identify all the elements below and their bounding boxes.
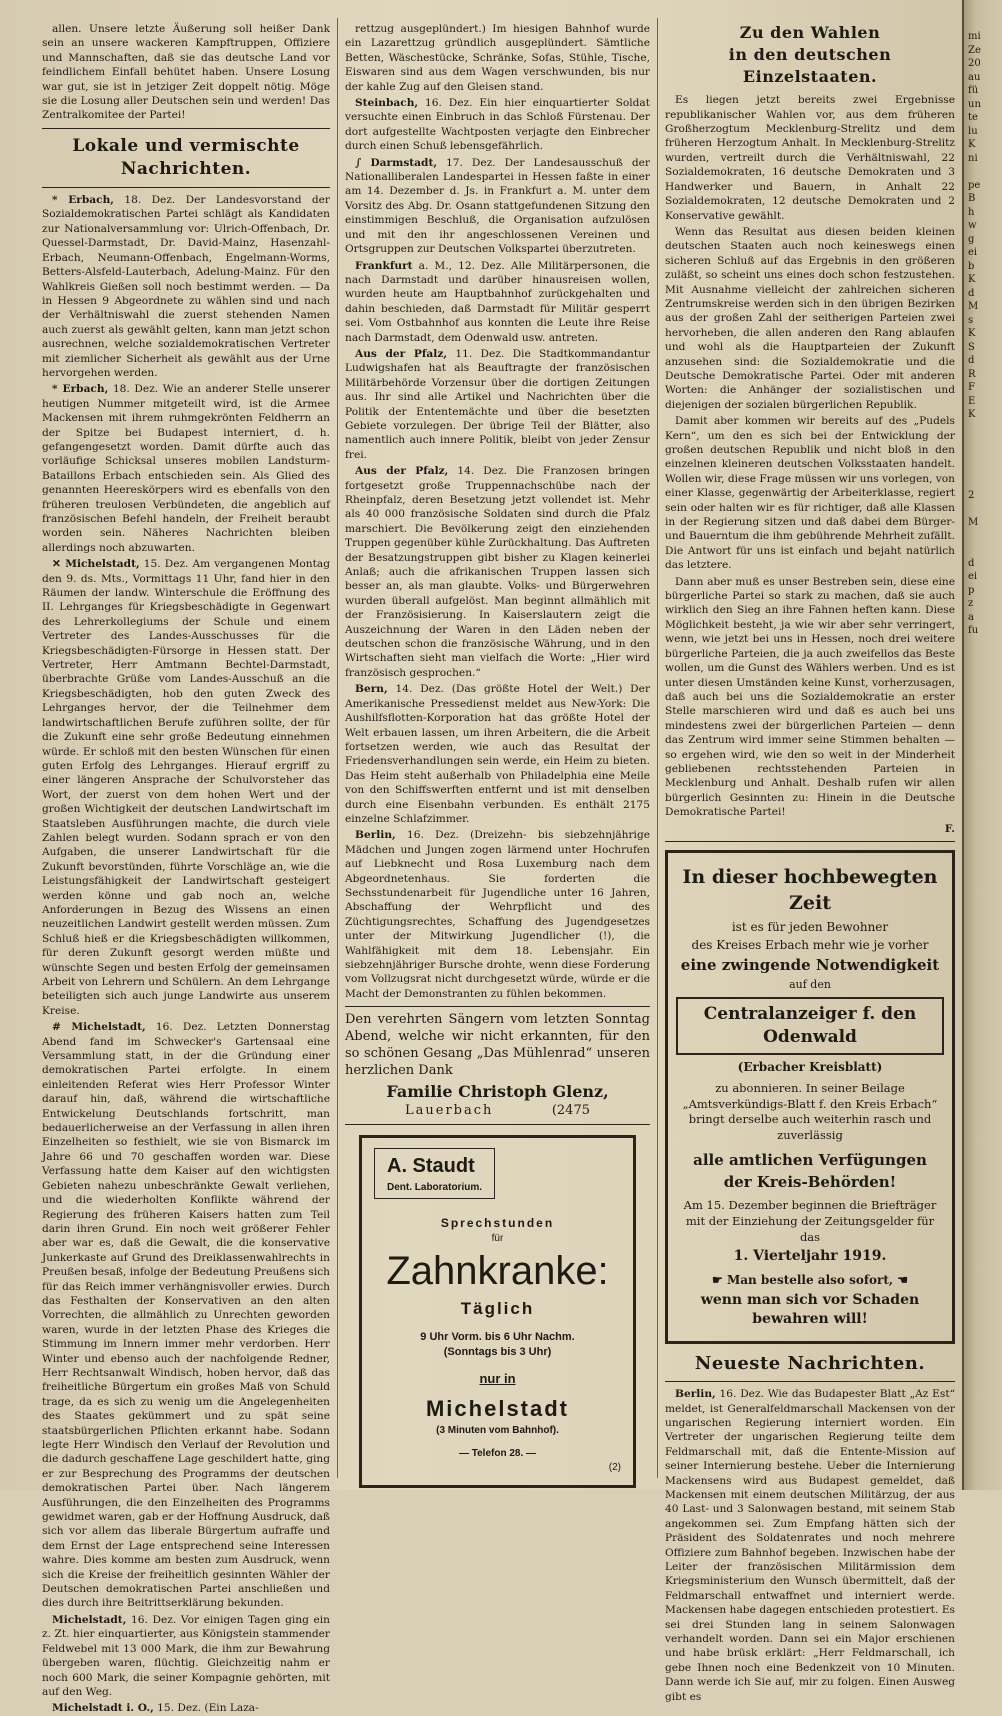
dateline: * Erbach, xyxy=(52,383,109,396)
ad-text: wenn man sich vor Schaden bewahren will! xyxy=(700,1291,920,1327)
edge-fragment: R xyxy=(968,368,976,380)
ad-text: alle amtlichen Verfügungen xyxy=(693,1150,927,1169)
dentist-name: A. Staudt xyxy=(387,1155,475,1178)
article-text: 16. Dez. Ein hier einquartierter Soldat versuchte einen Einbruch in das Schloß Fürstenau. Der dort aufgestellte Wachtposten verjagte den Einbrecher durch einen Schuß lebensgefährlich. xyxy=(345,97,650,153)
edge-fragment xyxy=(964,543,1002,557)
ad-text: (3 Minuten vom Bahnhof). xyxy=(436,1424,559,1436)
article-text: 14. Dez. Die Franzosen bringen fortgesetzt große Truppennachschübe nach der Rheinpfalz, deren Besetzung jetzt vollendet ist. Mehr als 40 000 französische Soldaten sind durch die Pfalz marschiert. Die Bevölkerung zeigt den einziehenden Truppen gegenüber kühle Zurückhaltung. Das Auftreten der Besatzungstruppen gibt bisher zu Klagen keinerlei Anlaß; auch die afrikanischen Truppen lassen sich besser an, als man glaubte. Volks- und Bürgerwehren wurden überall aufgelöst. Man beginnt allmählich mit der Französisierung. In Kaiserslautern zeigt die Auszeichnung der Waren in den Läden neben der deutschen schon die französische Währung, und in den Wirtschaften sieht man vielfach die Worte: „Hier wird französisch gesprochen.“ xyxy=(345,465,651,679)
article-text: rettzug ausgeplündert.) Im hiesigen Bahnhof wurde ein Lazarettzug gründlich ausgeplündert. Sämtliche Betten, Wäschestücke, Schränke, Sofas, Stühle, Tische, Eiswaren sind aus dem Wagen verschwunden, bis nur der kahle Zug auf den Gleisen stand. xyxy=(345,23,650,93)
ad-text: für xyxy=(491,1232,504,1244)
dateline: Steinbach, xyxy=(355,97,419,110)
edge-fragment xyxy=(964,422,1002,436)
edge-fragment: K xyxy=(968,409,976,420)
dateline: * Erbach, xyxy=(52,194,114,207)
edge-fragment xyxy=(964,462,1002,476)
ad-sunday-hours: (Sonntags bis 3 Uhr) xyxy=(443,1346,552,1359)
ad-text: Am 15. Dezember beginnen die Briefträger mit der Einziehung der Zeitungsgelder für das xyxy=(683,1198,937,1244)
dateline: # Michelstadt, xyxy=(52,1021,146,1034)
dateline: Michelstadt, xyxy=(52,1613,127,1626)
divider xyxy=(42,128,330,129)
edge-fragment: w xyxy=(968,220,977,231)
ad-code: (2) xyxy=(608,1461,621,1473)
edge-fragment: fü xyxy=(968,85,979,96)
edge-fragment: B xyxy=(968,193,976,204)
edge-fragment: M xyxy=(968,517,979,528)
dateline: Aus der Pfalz, xyxy=(355,465,449,478)
article xyxy=(345,682,650,826)
divider xyxy=(42,187,330,188)
dentist-subtitle: Dent. Laboratorium. xyxy=(387,1181,483,1193)
edge-fragment: E xyxy=(968,395,976,407)
column-1 xyxy=(42,22,331,1715)
thank-you-notice xyxy=(345,1012,650,1119)
ad-headline: In dieser hochbewegten Zeit xyxy=(682,865,938,914)
edge-fragment: d xyxy=(968,355,975,366)
divider xyxy=(345,1124,650,1125)
article-text: 16. Dez. Wie das Budapester Blatt „Az Est“ meldet, ist Generalfeldmarschall Mackensen von der ungarischen Regierung interniert worden. Ein Vertreter der ungarischen Regierung teilte dem Feldmarschall mit, daß die Entente-Mission auf seiner Internierung bestehe. Ueber die Internierung Mackensens wird aus Budapest gemeldet, daß Mackensen mit einem deutschen Militärzug, der aus 40 Last- und 3 Salonwagen bestand, mit seinem Stab angekommen sei. Zum Empfang hätten sich der Präsident des Soldatenrates und noch mehrere Offiziere zum Bahnhof begeben. Inzwischen habe der Leiter der französischen Militärmission dem Kriegsministerium den Wunsch übermittelt, daß der Feldmarschall entwaffnet und interniert werde. Mackensen habe dagegen entschieden protestiert. Es sei drei Stunden lang in seinem Salonwagen verhandelt worden. Dann sei ein Major erschienen und habe brüsk erklärt: „Herr Feldmarschall, ich gebe Ihnen noch eine Bedenkzeit von 10 Minuten. Dann werde ich Sie auf, mir zu folgen. Einen Ausweg gibt es xyxy=(665,1388,955,1703)
article xyxy=(42,1701,330,1715)
ad-text: eine zwingende Notwendigkeit xyxy=(680,956,940,975)
section-heading-local-news: Lokale und vermischte Nachrichten. xyxy=(72,135,300,179)
article xyxy=(665,1387,955,1704)
edge-fragment: un xyxy=(968,98,981,110)
edge-fragment: p xyxy=(968,584,975,596)
edge-fragment: b xyxy=(968,260,975,272)
edge-fragment: ei xyxy=(968,571,978,582)
article-text: 18. Dez. Der Landesvorstand der Sozialdemokratischen Partei schlägt als Kandidaten zur Nationalversammlung vor: Ulrich-Offenbach, Dr. Quessel-Darmstadt, Dr. David-Mainz, Hasenzahl-Erbach, Neumann-Offenbach, Engelmann-Worms, Betters-Alsfeld-Lauterbach, Adelung-Mainz. Für den Wahlkreis Gießen soll noch bestimmt werden. — Da in Hessen 9 Abgeordnete zu wählen sind und nach der Verhältniswahl die zuerst stehenden Namen auch zuerst als gewählt gelten, kann man jetzt schon ausrechnen, welche sozialdemokratischen Vertreter mit ziemlicher Sicherheit als gewählt aus der Urne hervorgehen werden. xyxy=(42,194,330,379)
dateline: Frankfurt xyxy=(355,259,413,272)
article-text: 16. Dez. (Dreizehn- bis siebzehnjährige Mädchen und Jungen zogen lärmend unter Hochrufen auf Liebknecht und Rosa Luxemburg nach dem Abgeordnetenhaus. Sie forderten die Sechsstundenarbeit für Jugendliche unter 16 Jahren, Abschaffung der Wehrpflicht und des Züchtigungsrechtes, Schaffung des Jugendgesetzes unter der Mitwirkung Jugendlicher (!), die Wahlfähigkeit mit dem 18. Lebensjahr. Ein siebzehnjähriger Bursche drohte, wenn diese Forderung vom Vollzugsrat nicht durchgesetzt würde, würde er die Macht der Demonstranten zu fühlen bekommen. xyxy=(345,829,650,1000)
section-heading-latest-news: Neueste Nachrichten. xyxy=(694,1352,926,1374)
heading-line: in den deutschen Einzelstaaten. xyxy=(728,44,892,86)
edge-fragment xyxy=(964,476,1002,490)
article-signature: F. xyxy=(944,822,955,835)
section-heading-elections xyxy=(665,22,955,87)
thank-you-family: Familie Christoph Glenz, xyxy=(386,1081,609,1101)
dateline: ∫ Darmstadt, xyxy=(355,156,438,169)
ad-text: auf den xyxy=(789,977,831,991)
article-paragraph: Es liegen jetzt bereits zwei Ergebnisse republikanischer Wahlen vor, aus dem früheren Großherzogtum Mecklenburg-Strelitz und dem früheren Herzogtum Anhalt. In Mecklenburg-Strelitz wurden, vertreilt durch die Verhältniswahl, 22 Sozialdemokraten, 16 deutsche Demokraten und 3 Handwerker und Bauern, in Anhalt 22 Sozialdemokraten, 12 deutsche Demokraten und 2 Konservative gewählt. xyxy=(665,94,955,222)
article xyxy=(345,96,650,154)
ad-text: (Erbacher Kreisblatt) xyxy=(737,1059,883,1074)
edge-fragment: F xyxy=(968,382,975,393)
article-text: 16. Dez. Vor einigen Tagen ging ein z. Zt. hier einquartierter, aus Königstein stammender Feldwebel mit 13 000 Mark, die ihm zur Bewahrung übergeben waren, flüchtig. Gleichzeitig nahm er noch 600 Mark, die seiner Kompagnie gehörten, mit auf den Weg. xyxy=(42,1613,331,1698)
ad-city: Michelstadt xyxy=(425,1395,570,1421)
ad-text: des Kreises Erbach mehr wie je vorher xyxy=(691,937,929,952)
edge-fragment: h xyxy=(968,206,975,218)
article xyxy=(345,156,650,257)
edge-fragment: S xyxy=(968,341,975,353)
edge-fragment xyxy=(964,503,1002,517)
dateline: Aus der Pfalz, xyxy=(355,347,448,360)
ad-text: 1. Vierteljahr 1919. xyxy=(733,1248,887,1265)
column-rule xyxy=(337,18,338,1478)
edge-fragment: ei xyxy=(968,247,978,258)
ad-text: Täglich xyxy=(460,1299,535,1319)
ad-text: ☛ Man bestelle also sofort, ☚ xyxy=(712,1273,908,1288)
edge-fragment: K xyxy=(968,274,976,285)
ad-text: der Kreis-Behörden! xyxy=(723,1173,897,1192)
edge-fragment: M xyxy=(968,301,979,312)
article-text: 18. Dez. Wie an anderer Stelle unserer heutigen Nummer mitgeteilt wird, ist die Armee Mackensen mit ihrem ruhmgekrönten Feldherrn an der Spitze bei Budapest interniert, d. h. gefangengesetzt worden. Damit dürfte auch das vorläufige Schicksal unseres mobilen Landsturm-Bataillons Erbach entschieden sein. Als Glied des genannten Heereskörpers wird es ebenfalls von den früheren treulosen Verbündeten, die angeblich auf französischen Befehl handeln, der Freiheit beraubt worden sein. Näheres Nachrichten bleiben allerdings noch abzuwarten. xyxy=(42,383,331,554)
column-rule xyxy=(657,18,658,1478)
intro-paragraph: allen. Unsere letzte Äußerung soll heißer Dank sein an unsere wackeren Kampftruppen, Offiziere und Mannschaften, daß sie das deutsche Land vor feindlichem Einfall behütet haben. Unsere Losung war gut, sie ist in jetziger Zeit doppelt nötig. Möge sie die Losung aller Deutschen sein und werden! Das Zentralkomitee der Partei! xyxy=(42,23,330,122)
divider xyxy=(345,1006,650,1007)
edge-fragment: K xyxy=(968,139,976,150)
article-paragraph: Damit aber kommen wir bereits auf des „Pudels Kern“, um den es sich bei der Entwicklung der großen deutschen Republik und nicht bloß in den einzelnen kleineren deutschen Volksstaaten handelt. Wollen wir, diese Frage müssen wir uns vorlegen, von einer Klasse, gegenwärtig der Arbeiterklasse, regiert sein oder halten wir es für richtiger, daß alle Klassen in der Regierung sitzen und daß dabei dem Bürger- und Bauerntum die ihm gebührende Mehrheit zufällt. Die Antwort für uns ist einfach und bejaht natürlich das letztere. xyxy=(665,415,955,572)
edge-fragment xyxy=(964,165,1002,179)
dateline: Bern, xyxy=(355,683,388,696)
divider xyxy=(665,841,955,842)
subscription-ad xyxy=(665,850,955,1344)
thank-you-text: Den verehrten Sängern vom letzten Sonntag Abend, welche wir nicht erkannten, für den so schönen Gesang „Das Mühlenrad“ unseren herzlichen Dank xyxy=(345,1012,650,1078)
edge-fragment: g xyxy=(968,233,975,245)
edge-fragment xyxy=(964,435,1002,449)
dateline: Michelstadt i. O., xyxy=(52,1702,154,1715)
ad-text: Sprechstunden xyxy=(440,1216,555,1231)
article xyxy=(345,347,650,462)
dentist-ad xyxy=(359,1135,636,1487)
divider xyxy=(665,1381,955,1382)
dateline: ✕ Michelstadt, xyxy=(52,558,140,571)
edge-fragment: lu xyxy=(968,125,978,137)
ad-text: zu abonnieren. In seiner Beilage „Amtsverkündigs-Blatt f. den Kreis Erbach“ bringt derselbe auch weiterhin rasch und zuverlässig xyxy=(682,1081,938,1142)
article xyxy=(345,259,650,345)
article-text: 15. Dez. Am vergangenen Montag den 9. ds. Mts., Vormittags 11 Uhr, fand hier in den Räumen der landw. Winterschule die Eröffnung des II. Lehrganges für Kriegsbeschädigte in Gegenwart des Lehrerkollegiums der Schule und einem Vertreter des Landes-Ausschusses für die Kriegsbeschädigten-Fürsorge in Hessen statt. Der Vertreter, Herr Amtmann Bechtel-Darmstadt, überbrachte Grüße vom Landes-Ausschuß an die Kriegsbeschädigten, hob den guten Zweck des Lehrganges hervor, der die Teilnehmer dem landwirtschaftlichen Berufe zuführen sollte, der für die Zukunft eine sehr große Bedeutung einnehmen würde. Er schloß mit den besten Wünschen für einen guten Erfolg des Lehrganges. Hierauf ergriff zu einer längeren Ansprache der Schulvorsteher das Wort, der zuerst von dem hohen Wert und der großen Wichtigkeit der deutschen Landwirtschaft im Staatsleben Ausführungen machte, die durch viele Zahlen belegt wurden. Sodann sprach er von den Aufgaben, die unserer Landwirtschaft für die Zukunft bevorstünden, führte Vorschläge an, wie die Leistungsfähigkeit der Landwirtschaft gesteigert werden könne und gab noch an, welche Anforderungen in Bezug des Wissens an einen neuzeitlichen Landwirt gestellt werden müssen. Zum Schluß hieß er die Kriegsbeschädigten willkommen, für deren Zukunft gesorgt werden müßte und wünschte Segen und besten Erfolg der gemeinsamen Arbeit von Lehrern und Schülern. An dem Lehrgange beteiligten sich auch junge Landwirte aus unserem Kreise. xyxy=(42,558,330,1017)
edge-fragment: d xyxy=(968,287,975,299)
edge-fragment: fu xyxy=(968,625,979,636)
edge-fragment: s xyxy=(968,314,974,326)
column-3 xyxy=(665,22,955,1703)
edge-fragment: pe xyxy=(968,179,981,191)
article-text: 15. Dez. (Ein Laza- xyxy=(157,1702,259,1715)
ad-code: (2475 xyxy=(551,1102,590,1118)
ad-text: nur in xyxy=(479,1371,516,1387)
article xyxy=(42,557,330,1018)
ad-headline: Zahnkranke: xyxy=(386,1249,609,1294)
edge-fragment: z xyxy=(968,598,974,609)
edge-fragment xyxy=(964,530,1002,544)
article-text: 14. Dez. (Das größte Hotel der Welt.) Der Amerikanische Pressedienst meldet aus New-York: Die Aushilfsflotten-Korporation hat das größte Hotel der Welt erbauen lassen, um ihren Arbeitern, die die Arbeit fortsetzen werden, wie auch das Resultat der Friedensverhandlungen sein werde, ein Heim zu bieten. Das Heim steht außerhalb von Philadelphia eine Meile von den Schiffswerften entfernt und ist mit denselben durch eine Eisenbahn verbunden. Es enthält 2175 einzelne Schlafzimmer. xyxy=(345,683,651,825)
article xyxy=(42,382,330,555)
column-2 xyxy=(345,22,650,1472)
edge-fragment: 2 xyxy=(968,490,975,501)
thank-you-place: Lauerbach xyxy=(405,1102,494,1118)
article xyxy=(42,193,330,380)
edge-fragment: ni xyxy=(968,152,978,164)
edge-fragment: a xyxy=(968,611,974,623)
article xyxy=(345,22,650,94)
article-text: 17. Dez. Der Landesausschuß der Nationalliberalen Landespartei in Hessen faßte in einer am 14. Dezember d. Js. in Frankfurt a. M. unter dem Vorsitz des Abg. Dr. Osann stattgefundenen Sitzung den einstimmigen Beschluß, die Organisation aufzulösen und mit den ihr angeschlossenen Vereinen und Ortsgruppen zur Deutschen Volkspartei überzutreten. xyxy=(345,156,650,256)
edge-fragment: Ze xyxy=(968,44,981,56)
heading-line: Zu den Wahlen xyxy=(739,23,881,42)
edge-fragment: au xyxy=(968,71,981,83)
ad-text: ist es für jeden Bewohner xyxy=(731,919,889,934)
dateline: Berlin, xyxy=(355,829,396,842)
article xyxy=(345,828,650,1001)
article xyxy=(42,1613,330,1699)
article xyxy=(345,464,650,680)
edge-fragment: mi xyxy=(968,31,981,42)
article-text: 16. Dez. Letzten Donnerstag Abend fand im Schwecker's Gartensaal eine Versammlung statt, in der die Gründung einer demokratischen Partei erfolgte. In einem einleitenden Referat wies Herr Professor Winter darauf hin, daß, während die wirtschaftliche Entwickelung Deutschlands fortschritt, man bedauerlicherweise an der Verfassung in allen ihren Einzelheiten so festhielt, wie sie von Bismarck im Jahre 66 und 70 geschaffen worden war. Diese Verfassung hatte dem Kaiser auf den wichtigsten Gebieten nahezu unbeschränkte Gewalt verliehen, und die wiederholten Konflikte während der Regierung des früheren Kaisers hatten zum Teil darin ihren Grund. Ein noch weit größerer Fehler aber war es, daß die Gewalt, die die konservative Junkerkaste auf Grund des Dreiklassenwahlrechts in Preußen besaß, infolge der Bedeutung Preußens sich für das Reich immer verhängnisvoller erwies. Durch das Festhalten der Konservativen an den alten Vorrechten, die allmählich zu Unrechten geworden waren, wurde in der letzten Phase des Krieges die Stimmung im Innern immer mehr verdorben. Herr Winter und ebenso auch der nachfolgende Redner, Herr Rechtsanwalt Windisch, hoben hervor, daß das freiheitliche Bürgertum ein großes Maß von Schuld trage, da es sich zu wenig um die Angelegenheiten des Staates gekümmert und zu spät seine staatsbürgerlichen Pflichten erkannt habe. Sodann legte Herr Windisch den Verlauf der Revolution und die dadurch geschaffene Lage geschildert hatte, ging er zur Besprechung des Programms der deutschen demokratischen Partei über. Nach längerem Ausführungen, die den Einzelheiten des Programms gewidmet waren, gab er der Hoffnung Ausdruck, daß sich vor allem das liberale Bürgertum aufraffe und dem Ernst der Lage entsprechend seine Interessen wahre. Dies komme am besten zum Ausdruck, wenn sich die Kreise der freiheitlich gesinnten Wähler der Deutschen demokratischen Partei anschließen und dies durch ihre Beitrittserklärung bekunden. xyxy=(42,1021,330,1610)
article-paragraph: Dann aber muß es unser Bestreben sein, diese eine bürgerliche Partei so stark zu machen, daß sie auch wirklich den Sieg an ihre Fahnen heften kann. Diese Möglichkeit besteht, ja wie wir aber sehr verringert, wenn, wie jetzt bei uns in Hessen, noch drei weitere bürgerliche Parteien, die ja auch zweifellos das Beste wollen, um die Gunst des Wählers werben. Und es ist unter diesen Umständen keine Kunst, vorherzusagen, daß auch bei uns die Sozialdemokratie an erster Stelle marschieren wird und daß es auch bei uns mindestens zwei der bürgerlichen Parteien — denn das Zentrum wird immer seine Stimmen behalten — so ergehen wird, wie den so weit in der Minderheit gebliebenen rechtsstehenden Parteien in Mecklenburg und Anhalt. Deshalb rufen wir allen bürgerlich Gesinnten zu: Hinein in die Deutsche Demokratische Partei! xyxy=(665,575,955,819)
article-text: 11. Dez. Die Stadtkommandantur Ludwigshafen hat als Beauftragte der französischen Militärbehörde Vorzensur über die dortigen Zeitungen aus. Ihr sind alle Artikel und Nachrichten über die Politik der Ententemächte und über die besetzten Gebiete vorzulegen. Der übrige Teil der Blätter, also namentlich auch innere Politik, bleibt von jeder Zensur frei. xyxy=(345,347,650,461)
edge-fragment: d xyxy=(968,557,975,569)
newspaper-name: Centralanzeiger f. den Odenwald xyxy=(676,997,944,1055)
dateline: Berlin, xyxy=(675,1388,716,1401)
adjacent-page-edge xyxy=(962,0,1002,1490)
article-text: a. M., 12. Dez. Alle Militärpersonen, die nach Darmstadt und darüber hinausreisen wollen, wurden heute am Hauptbahnhof zurückgehalten und dahin beschieden, daß Darmstadt für Militär gesperrt sei. Vom Ostbahnhof aus konnten die Leute ihre Reise nach Darmstadt, dem Odenwald usw. antreten. xyxy=(345,259,650,344)
ad-hours: 9 Uhr Vorm. bis 6 Uhr Nachm. xyxy=(420,1331,575,1344)
edge-fragment xyxy=(964,449,1002,463)
edge-fragment: 20 xyxy=(968,58,981,69)
article xyxy=(42,1020,330,1611)
edge-fragment: te xyxy=(968,112,978,123)
edge-fragment: K xyxy=(968,328,976,339)
article-paragraph: Wenn das Resultat aus diesen beiden kleinen deutschen Staaten auch noch keineswegs einen sicheren Schluß auf das Ergebnis in den größeren zuläßt, so scheint uns eines doch schon festzustehen. Mit Ausnahme vielleicht der zahlreichen sicheren Zentrumskreise werden sich in den übrigen Bezirken aus der großen Zahl der seitherigen Parteien zwei hervorheben, die allen anderen den Rang ablaufen und wohl als die Hauptparteien der Zukunft anzusehen sind: die Sozialdemokratie und die Deutsche Demokratische Partei. Oder mit anderen Worten: die Anhänger der sozialistischen und diejenigen der sozialen bürgerlichen Republik. xyxy=(665,225,955,411)
ad-phone: — Telefon 28. — xyxy=(458,1448,537,1460)
